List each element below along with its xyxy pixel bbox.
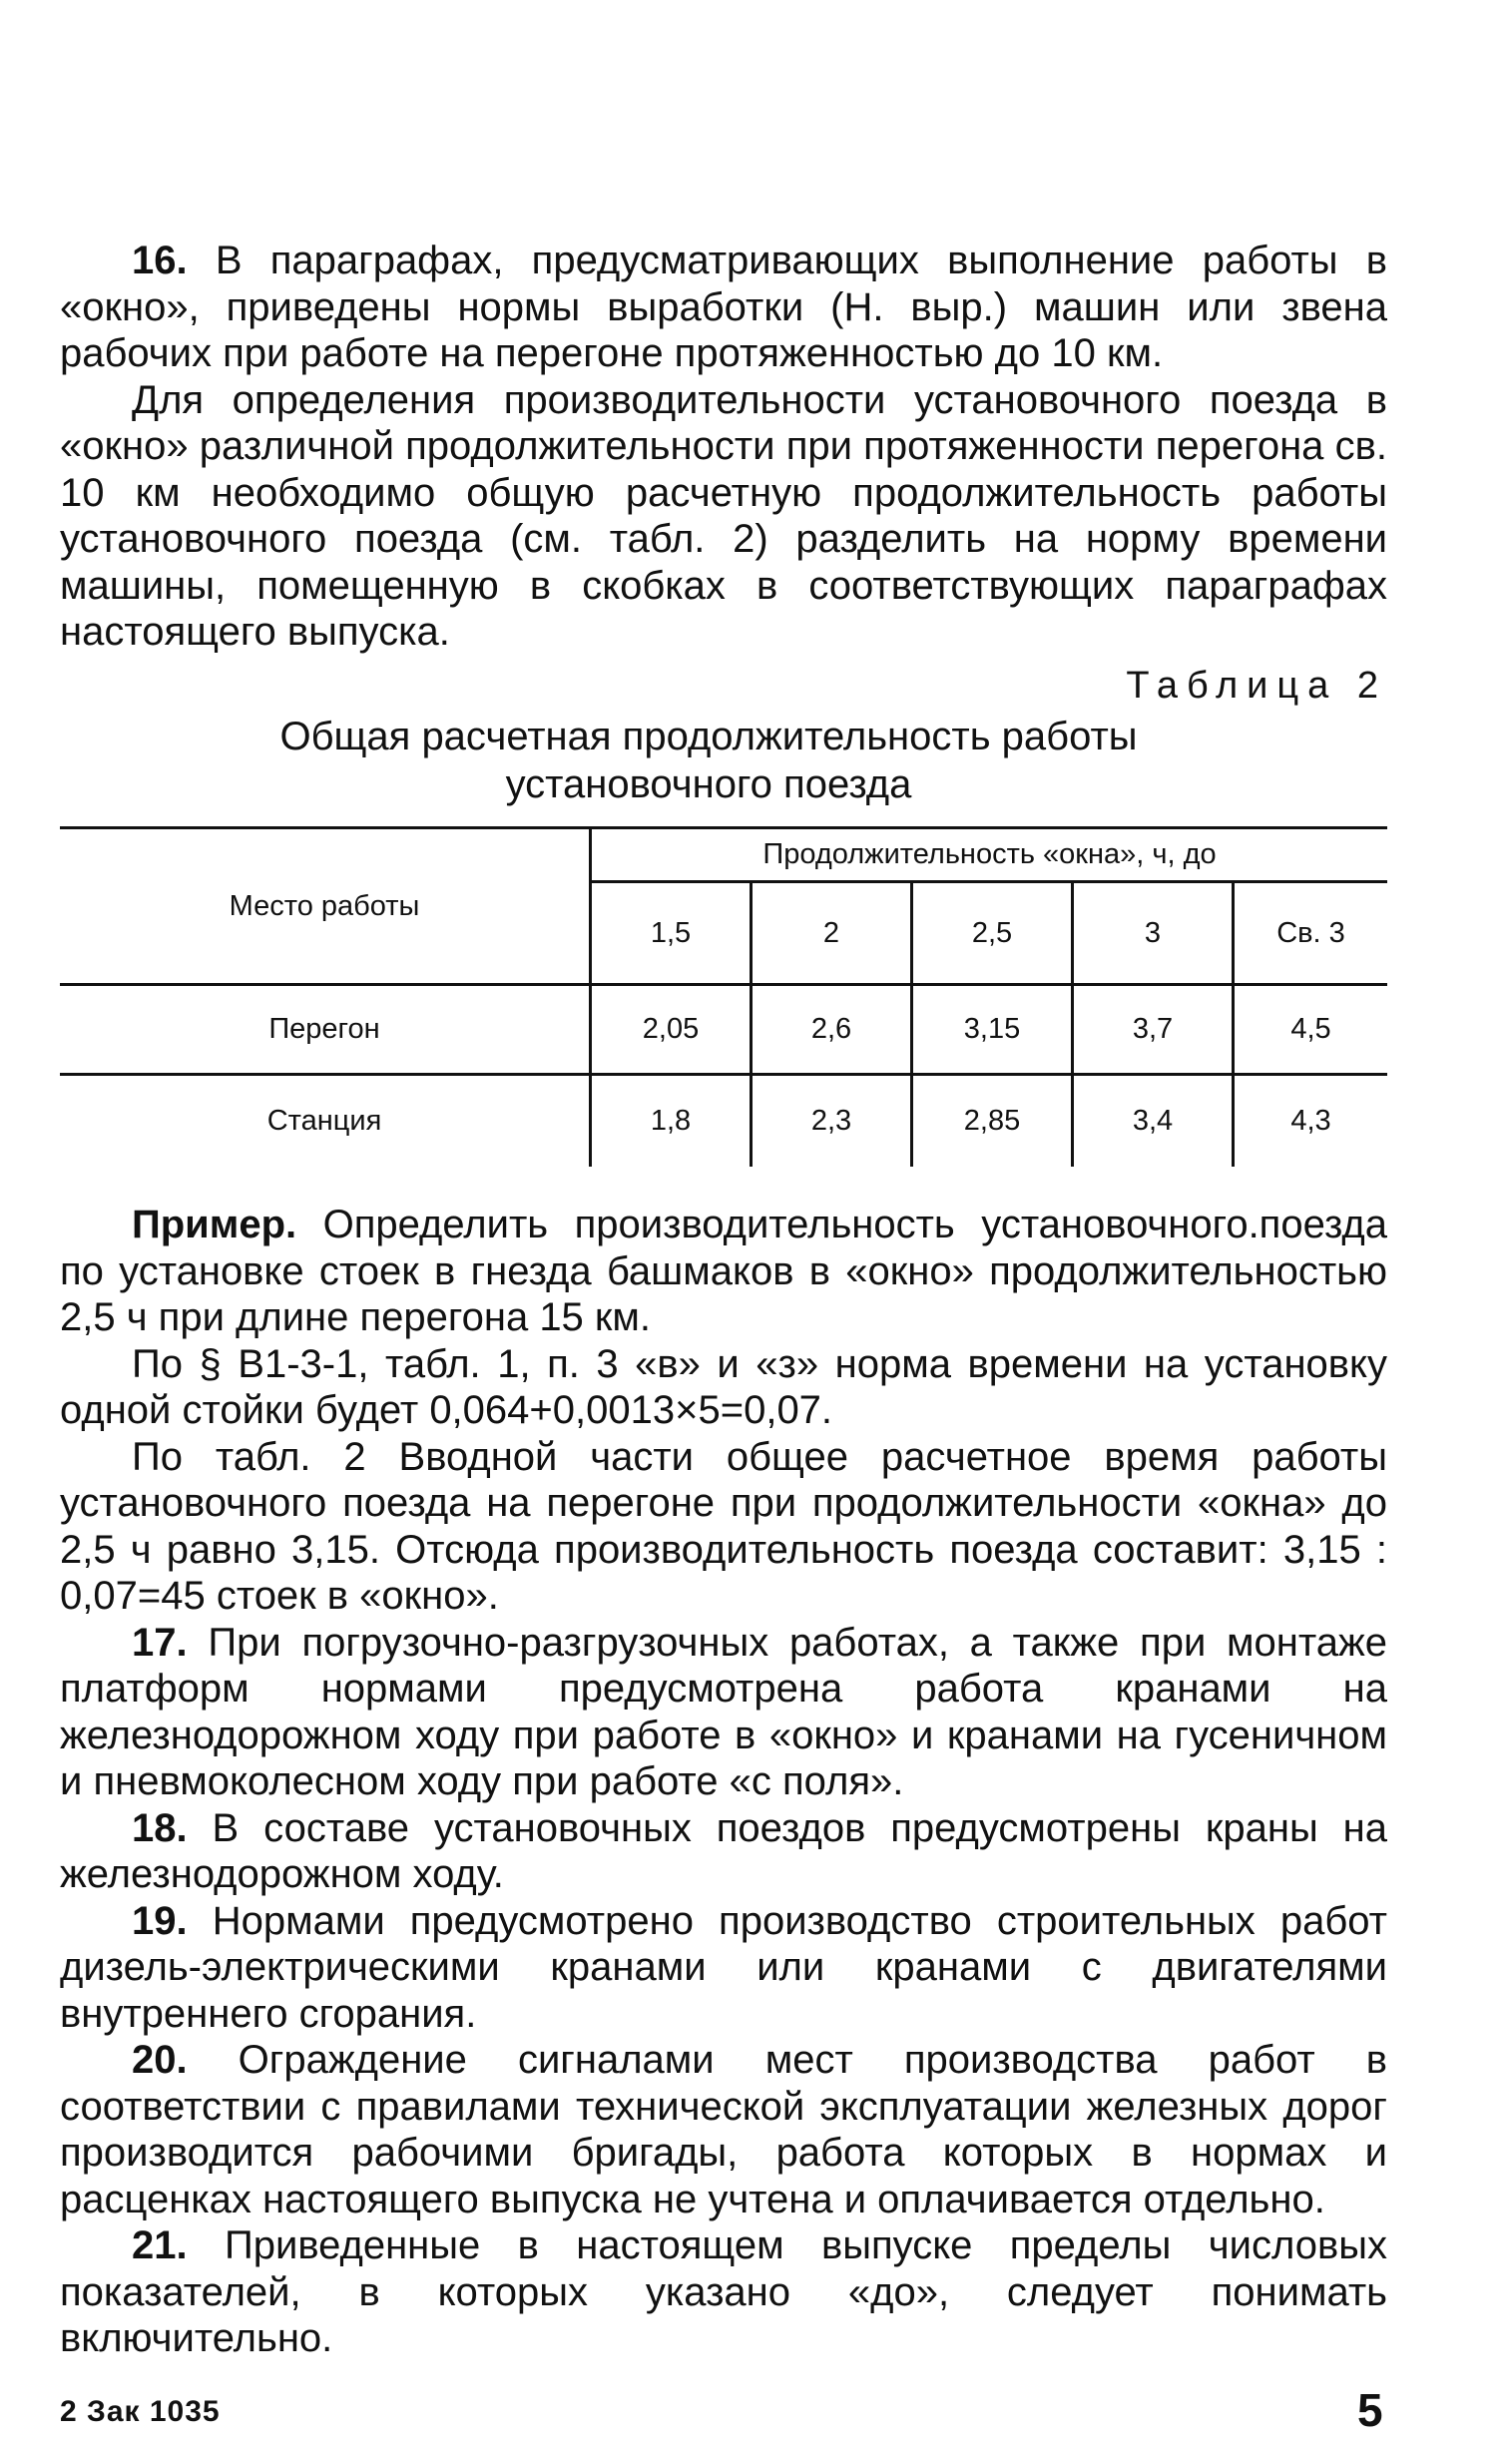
table-cell-value: 3,4 xyxy=(1073,1075,1234,1167)
paragraph-number: 17. xyxy=(132,1620,188,1665)
table-cell-value: 4,5 xyxy=(1234,985,1388,1075)
paragraph-text: В составе установочных поездов предусмотрены краны на железнодорожном ходу. xyxy=(60,1805,1387,1896)
text-block-bottom xyxy=(60,1202,1387,2362)
paragraph-text: Приведенные в настоящем выпуске пределы числовых показателей, в которых указано «до», следует понимать включительно. xyxy=(60,2223,1387,2360)
table-cell-place: Станция xyxy=(266,1104,382,1137)
text-block-top xyxy=(60,238,1387,656)
table-cell-value: 3,15 xyxy=(912,985,1073,1075)
paragraph-16 xyxy=(60,238,1387,377)
paragraph-text: В параграфах, предусматривающих выполнение работы в «окно», приведены нормы выработки (Н. выр.) машин или звена рабочих при работе на перегоне протяженностью до 10 км. xyxy=(60,239,1387,375)
table-header-duration: 3 xyxy=(1073,882,1234,985)
example-paragraph-3: По табл. 2 Вводной части общее расчетное время работы установочного поезда на перегоне при продолжительности «окна» до 2,5 ч равно 3,15. Отсюда производительность поезда составит: 3,15 : 0,07=45 стоек в «окно». xyxy=(60,1434,1387,1618)
table-caption: Общая расчетная продолжительность работы установочного поезда xyxy=(279,715,1138,806)
table-cell-place: Перегон xyxy=(60,985,591,1075)
paragraph-number: 16. xyxy=(132,239,188,282)
table-header-duration: 1,5 xyxy=(591,882,752,985)
table-row xyxy=(60,985,1387,1075)
paragraph-text: Ограждение сигналами мест производства работ в соответствии с правилами технической эксплуатации железных дорог производится рабочими бригады, работа которых в нормах и расценках настоящего выпуска не учтена и оплачивается отдельно. xyxy=(60,2038,1387,2221)
footer-order-number: 2 Зак 1035 xyxy=(60,2395,221,2428)
table-row xyxy=(60,1075,1387,1167)
table-header-place: Место работы xyxy=(60,828,591,985)
table-cell-value: 2,05 xyxy=(591,985,752,1075)
paragraph-17 xyxy=(60,1620,1387,1805)
paragraph-16-continued: Для определения производительности установочного поезда в «окно» различной продолжительности при протяженности перегона св. 10 км необходимо общую расчетную продолжительность работы установочного поезда (см. табл. 2) разделить на норму времени машины, помещенную в скобках в соответствующих параграфах настоящего выпуска. xyxy=(60,377,1387,654)
table-cell-value: 2,3 xyxy=(752,1075,912,1167)
example-label: Пример. xyxy=(132,1203,297,1246)
table-header-duration: 2 xyxy=(752,882,912,985)
paragraph-number: 21. xyxy=(132,2223,188,2267)
table-cell-value: 3,7 xyxy=(1073,985,1234,1075)
paragraph-number: 20. xyxy=(132,2038,188,2082)
table-header-duration: Св. 3 xyxy=(1234,882,1388,985)
table-cell-value: 1,8 xyxy=(591,1075,752,1167)
paragraph-text: Нормами предусмотрено производство строительных работ дизель-электрическими кранами или кранами с двигателями внутреннего сгорания. xyxy=(60,1898,1387,2036)
table-cell-value: 2,85 xyxy=(912,1075,1073,1167)
duration-table xyxy=(60,826,1387,1167)
table-header-duration-group: Продолжительность «окна», ч, до xyxy=(591,828,1388,882)
table-number-label: Таблица 2 xyxy=(1126,665,1387,707)
paragraph-19 xyxy=(60,1898,1387,2038)
example-paragraph-2: По § В1-3-1, табл. 1, п. 3 «в» и «з» норма времени на установку одной стойки будет 0,064+0,0013×5=0,07. xyxy=(60,1341,1387,1432)
example-paragraph xyxy=(60,1202,1387,1341)
paragraph-number: 18. xyxy=(132,1805,188,1850)
page-number: 5 xyxy=(1357,2384,1383,2436)
table-cell-value: 4,3 xyxy=(1234,1075,1388,1167)
paragraph-text: При погрузочно-разгрузочных работах, а также при монтаже платформ нормами предусмотрена работа кранами на железнодорожном ходу при работе в «окно» и кранами на гусеничном и пневмоколесном ходу при работе «с поля». xyxy=(60,1620,1387,1803)
table-cell-value: 2,6 xyxy=(752,985,912,1075)
table-header-duration: 2,5 xyxy=(912,882,1073,985)
paragraph-21 xyxy=(60,2222,1387,2362)
paragraph-number: 19. xyxy=(132,1898,188,1943)
paragraph-18 xyxy=(60,1805,1387,1898)
paragraph-20 xyxy=(60,2037,1387,2222)
example-text: Определить производительность установочного.поезда по установке стоек в гнезда башмаков в «окно» продолжительностью 2,5 ч при длине перегона 15 км. xyxy=(60,1203,1387,1339)
